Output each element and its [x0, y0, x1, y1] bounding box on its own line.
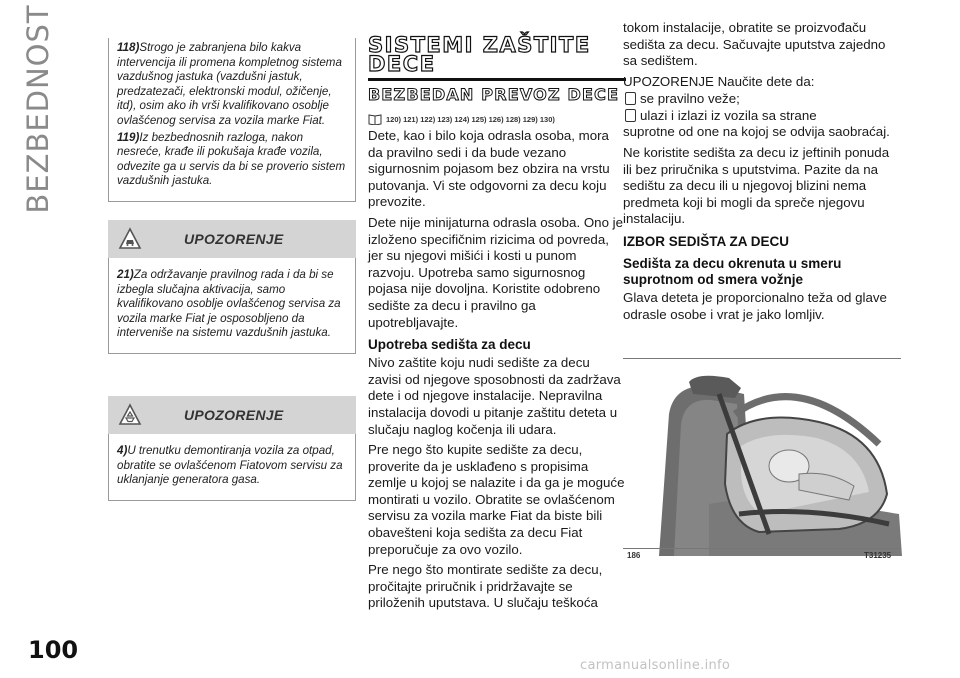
warning-body-1: 21)Za održavanje pravilnog rada i da bi se izbegla slučajna aktivacija, samo kvalifikovano osoblje ovlašćenog servisa za vozila marke Fiat je osposobljeno da interveniše na sistemu vazdušnih jastuka. [108, 258, 356, 354]
subsection-heading-rear: Sedišta za decu okrenuta u smeru suprotnom od smera vožnje [623, 255, 842, 287]
subsection-heading-use: Upotreba sedišta za decu [368, 337, 531, 353]
section-heading-choice: IZBOR SEDIŠTA ZA DECU [623, 233, 790, 249]
paragraph: Nivo zaštite koju nudi sedište za decu zavisi od njegove sposobnosti da zadržava dete i od njegove instalacije. Nepravilna instalacija dovodi u pitanje zaštitu deteta u slučaju naglog kočenja ili udara. [368, 355, 621, 437]
main-heading: SISTEMI ZAŠTITE DECE [368, 33, 591, 76]
note-119: 119)Iz bezbednosnih razloga, nakon nesreće, krađe ili pokušaja krađe vozila, odvezite ga u servis da bi se proverio sistem vazdušnih jastuka. [117, 130, 346, 188]
paragraph: tokom instalacije, obratite se proizvođaču sedišta za decu. Sačuvajte uputstva zajedno sa sedištem. [623, 20, 886, 69]
heading-rule [368, 78, 626, 81]
paragraph: Pre nego što montirate sedište za decu, pročitajte priručnik i pridržavajte se priloženih uputstava. U slučaju teškoća [368, 562, 603, 611]
child-seat-illustration [649, 366, 902, 564]
checkbox-icon [625, 92, 636, 105]
sub-heading: BEZBEDAN PREVOZ DECE [368, 85, 620, 104]
warning-header-1 [108, 220, 356, 258]
paragraph: Dete, kao i bilo koja odrasla osoba, mora da pravilno sedi i da bude vezano sigurnosnim pojasom bez obzira na vrstu putovanja. Vi ste odgovorni za decu koju prevozite. [368, 128, 610, 210]
figure-code: T31235 [864, 551, 892, 560]
section-label: BEZBEDNOST [21, 4, 55, 214]
warning-title-2: UPOZORENJE [184, 406, 284, 423]
note-118: 118)Strogo je zabranjena bilo kakva intervencija ili promena kompletnog sistema vazdušnog jastuka (vazdušni jastuk, predzatezači, elektronski modul, ožičenje, itd), osim ako ih vrši kvalifikovano osoblje ovlašćenog servisa za vozila marke Fiat. [117, 41, 342, 127]
warning-title-1: UPOZORENJE [184, 230, 284, 247]
notes-box [108, 38, 356, 202]
checkbox-icon [625, 109, 636, 122]
recycle-warning-icon [118, 403, 142, 427]
paragraph: Glava deteta je proporcionalno teža od glave odrasle osobe i vrat je jako lomljiv. [623, 289, 887, 322]
paragraph: Dete nije minijaturna odrasla osoba. Ono je izloženo specifičnim rizicima od povreda, jer su njegovi mišići i kosti u punom razvoju. Upotreba samo sigurnosnog pojasa nije dovoljna. Koristite odobreno sedište za decu i pravilno ga upotrebljavajte. [368, 214, 624, 330]
car-warning-icon [118, 227, 142, 251]
checklist-item: se pravilno veže; [623, 90, 901, 107]
checklist-item: ulazi i izlazi iz vozila sa strane [623, 107, 901, 124]
book-icon [368, 113, 382, 125]
paragraph: Ne koristite sedišta za decu iz jeftinih ponuda ili bez priručnika s uputstvima. Pazite da na sedištu za decu ili u njegovoj blizini nema predmeta koji bi mogli da spreče njegovu instalaciju. [623, 144, 890, 227]
watermark[interactable]: carmanualsonline.info [580, 658, 731, 673]
middle-column [368, 33, 626, 616]
left-column [108, 38, 356, 501]
paragraph: UPOZORENJE Naučite dete da: [623, 73, 815, 89]
paragraph: suprotne od one na kojoj se odvija saobraćaj. [623, 124, 890, 140]
paragraph: Pre nego što kupite sedište za decu, proverite da je usklađeno s propisima zemlje u kojoj se nalazite i da ga je moguće montirati u vozilo. Obratite se ovlašćenom servisu za vozila marke Fiat da biste bili obavešteni koja sedišta za decu Fiat preporučuje za ovo vozilo. [368, 442, 625, 557]
warning-body-2: 4)U trenutku demontiranja vozila za otpad, obratite se ovlašćenom Fiatovom servisu za uklanjanje generatora gasa. [108, 434, 356, 501]
page-number: 100 [28, 636, 79, 664]
reference-list: 120) 121) 122) 123) 124) 125) 126) 128) 129) 130) [368, 110, 626, 128]
figure-number: 186 [627, 551, 641, 560]
warning-header-2 [108, 396, 356, 434]
right-column [623, 20, 901, 327]
figure-bottom-rule [623, 548, 901, 549]
figure-top-rule [623, 358, 901, 359]
